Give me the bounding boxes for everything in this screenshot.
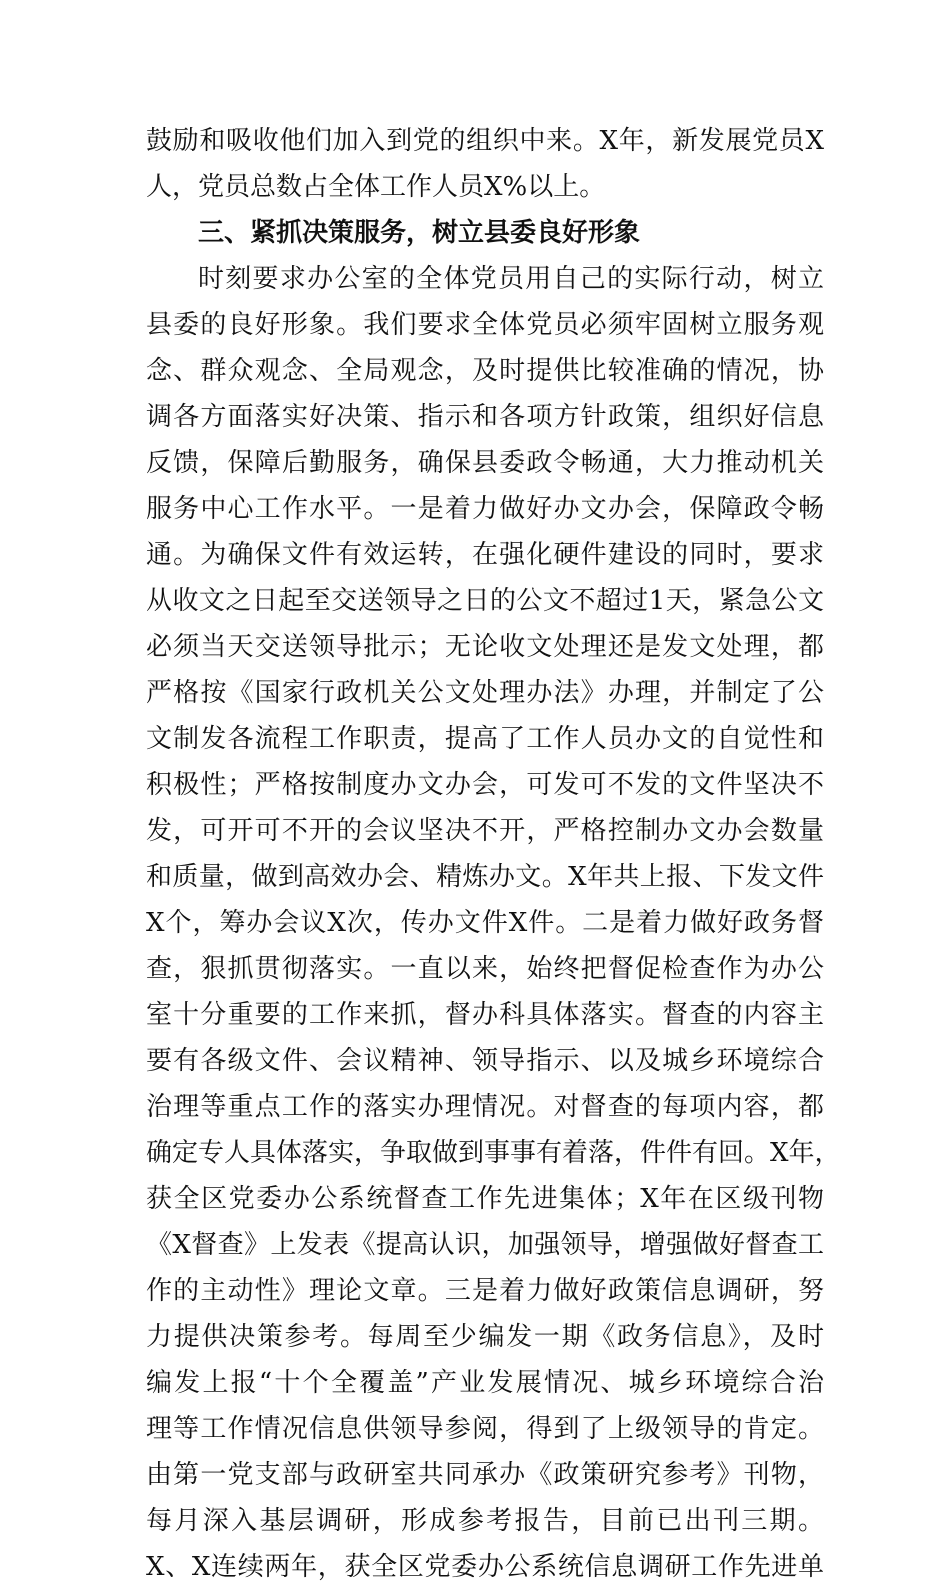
paragraph-line: 文制发各流程工作职责，提高了工作人员办文的自觉性和	[146, 724, 824, 754]
document-body	[146, 118, 841, 1590]
paragraph-line: 县委的良好形象。我们要求全体党员必须牢固树立服务观	[146, 310, 824, 340]
paragraph-line: 时刻要求办公室的全体党员用自己的实际行动，树立	[198, 264, 824, 294]
paragraph-line: 要有各级文件、会议精神、领导指示、以及城乡环境综合	[146, 1046, 824, 1076]
paragraph-line: 通。为确保文件有效运转，在强化硬件建设的同时，要求	[146, 540, 824, 570]
paragraph-line: 由第一党支部与政研室共同承办《政策研究参考》刊物，	[146, 1460, 824, 1490]
paragraph-line: 积极性；严格按制度办文办会，可发可不发的文件坚决不	[146, 770, 824, 800]
paragraph-line: 念、群众观念、全局观念，及时提供比较准确的情况，协	[146, 356, 824, 386]
paragraph-line: 获全区党委办公系统督查工作先进集体；X年在区级刊物	[146, 1184, 824, 1214]
paragraph-line: 治理等重点工作的落实办理情况。对督查的每项内容，都	[146, 1092, 824, 1122]
paragraph-line: 作的主动性》理论文章。三是着力做好政策信息调研，努	[146, 1276, 824, 1306]
paragraph-line: 每月深入基层调研，形成参考报告，目前已出刊三期。	[146, 1506, 824, 1536]
paragraph-line: 《X督查》上发表《提高认识，加强领导，增强做好督查工	[146, 1230, 824, 1260]
paragraph-line: 力提供决策参考。每周至少编发一期《政务信息》，及时	[146, 1322, 824, 1352]
paragraph-line: 查，狠抓贯彻落实。一直以来，始终把督促检查作为办公	[146, 954, 824, 984]
paragraph-line: 严格按《国家行政机关公文处理办法》办理，并制定了公	[146, 678, 824, 708]
paragraph-line: 必须当天交送领导批示；无论收文处理还是发文处理，都	[146, 632, 824, 662]
paragraph-line: X、X连续两年，获全区党委办公系统信息调研工作先进单	[146, 1552, 824, 1582]
section-heading: 三、紧抓决策服务，树立县委良好形象	[198, 218, 641, 248]
paragraph-line: 服务中心工作水平。一是着力做好办文办会，保障政令畅	[146, 494, 824, 524]
paragraph-line: 理等工作情况信息供领导参阅，得到了上级领导的肯定。	[146, 1414, 824, 1444]
paragraph-line: 确定专人具体落实，争取做到事事有着落，件件有回。X年，	[146, 1138, 841, 1168]
paragraph-line: 从收文之日起至交送领导之日的公文不超过1天，紧急公文	[146, 586, 824, 616]
paragraph-line: 编发上报“十个全覆盖”产业发展情况、城乡环境综合治	[146, 1368, 824, 1398]
paragraph-line: 调各方面落实好决策、指示和各项方针政策，组织好信息	[146, 402, 824, 432]
paragraph-line: 人，党员总数占全体工作人员X%以上。	[146, 172, 606, 202]
paragraph-line: X个，筹办会议X次，传办文件X件。二是着力做好政务督	[146, 908, 824, 938]
paragraph-line: 发，可开可不开的会议坚决不开，严格控制办文办会数量	[146, 816, 824, 846]
paragraph-line: 和质量，做到高效办会、精炼办文。X年共上报、下发文件	[146, 862, 824, 892]
paragraph-line: 鼓励和吸收他们加入到党的组织中来。X年，新发展党员X	[146, 126, 824, 156]
paragraph-line: 室十分重要的工作来抓，督办科具体落实。督查的内容主	[146, 1000, 824, 1030]
paragraph-line: 反馈，保障后勤服务，确保县委政令畅通，大力推动机关	[146, 448, 824, 478]
